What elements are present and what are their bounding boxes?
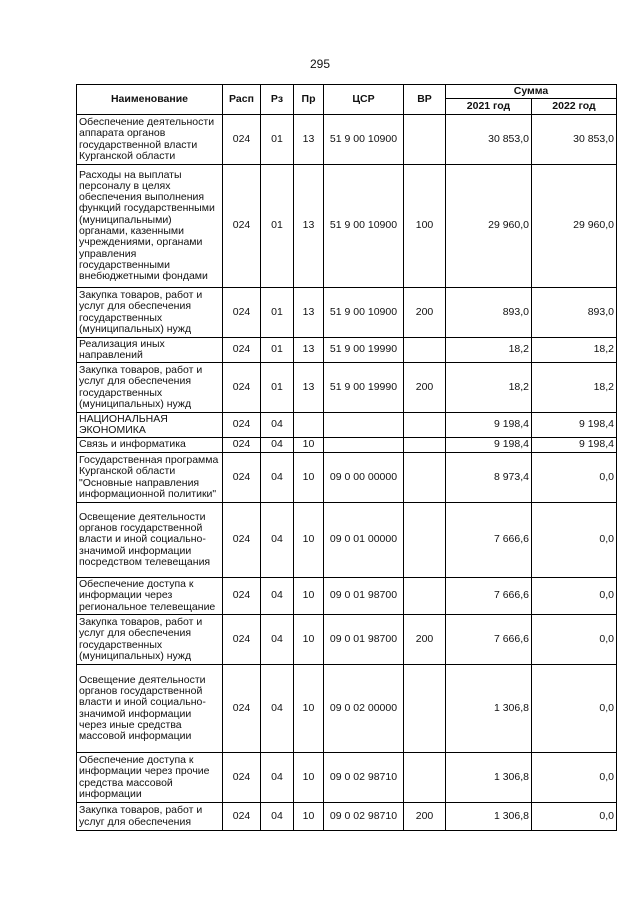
cell-name: Обеспечение деятельности аппарата органов государственной власти Курганской области [77, 115, 223, 165]
cell-rz: 01 [261, 363, 294, 413]
cell-csr: 09 0 02 00000 [324, 665, 404, 753]
page-number: 295 [309, 57, 331, 71]
cell-2022: 0,0 [532, 453, 617, 503]
cell-csr: 09 0 02 98710 [324, 803, 404, 831]
cell-2021: 1 306,8 [446, 665, 532, 753]
cell-pr [294, 413, 324, 438]
cell-vr: 200 [404, 615, 446, 665]
cell-vr [404, 578, 446, 615]
cell-2022: 30 853,0 [532, 115, 617, 165]
cell-2021: 30 853,0 [446, 115, 532, 165]
cell-vr [404, 453, 446, 503]
header-pr: Пр [294, 85, 324, 115]
cell-csr: 09 0 01 98700 [324, 578, 404, 615]
cell-name: Связь и информатика [77, 438, 223, 453]
cell-2021: 18,2 [446, 363, 532, 413]
table-body [77, 115, 617, 831]
cell-rasp: 024 [223, 413, 261, 438]
cell-rasp: 024 [223, 363, 261, 413]
cell-2021: 1 306,8 [446, 803, 532, 831]
cell-pr: 10 [294, 803, 324, 831]
cell-2022: 0,0 [532, 615, 617, 665]
table-row [77, 165, 617, 288]
cell-rz: 04 [261, 753, 294, 803]
cell-pr: 10 [294, 503, 324, 578]
cell-name: Закупка товаров, работ и услуг для обеспечения государственных (муниципальных) нужд [77, 615, 223, 665]
cell-csr: 51 9 00 10900 [324, 165, 404, 288]
cell-vr: 200 [404, 803, 446, 831]
header-sum: Сумма [446, 85, 617, 99]
cell-pr: 10 [294, 578, 324, 615]
cell-2022: 0,0 [532, 803, 617, 831]
cell-csr: 09 0 02 98710 [324, 753, 404, 803]
cell-csr: 09 0 00 00000 [324, 453, 404, 503]
cell-name: Закупка товаров, работ и услуг для обеспечения государственных (муниципальных) нужд [77, 363, 223, 413]
cell-name: Обеспечение доступа к информации через прочие средства массовой информации [77, 753, 223, 803]
cell-rasp: 024 [223, 578, 261, 615]
table-row [77, 753, 617, 803]
cell-rz: 04 [261, 665, 294, 753]
cell-rasp: 024 [223, 165, 261, 288]
cell-2021: 7 666,6 [446, 503, 532, 578]
cell-rz: 01 [261, 115, 294, 165]
cell-rasp: 024 [223, 665, 261, 753]
cell-vr [404, 413, 446, 438]
cell-2022: 18,2 [532, 338, 617, 363]
cell-rz: 01 [261, 288, 294, 338]
cell-2022: 893,0 [532, 288, 617, 338]
table-row [77, 615, 617, 665]
table-row [77, 363, 617, 413]
table-row [77, 438, 617, 453]
cell-name: Закупка товаров, работ и услуг для обеспечения [77, 803, 223, 831]
cell-name: Государственная программа Курганской области "Основные направления информационной политики" [77, 453, 223, 503]
cell-2021: 7 666,6 [446, 578, 532, 615]
cell-name: НАЦИОНАЛЬНАЯ ЭКОНОМИКА [77, 413, 223, 438]
cell-2021: 893,0 [446, 288, 532, 338]
cell-vr [404, 438, 446, 453]
cell-2021: 8 973,4 [446, 453, 532, 503]
cell-rasp: 024 [223, 453, 261, 503]
table-row [77, 453, 617, 503]
cell-rz: 04 [261, 503, 294, 578]
cell-2021: 29 960,0 [446, 165, 532, 288]
cell-pr: 13 [294, 363, 324, 413]
table-header [77, 85, 617, 115]
cell-2022: 9 198,4 [532, 438, 617, 453]
cell-vr [404, 753, 446, 803]
cell-rasp: 024 [223, 615, 261, 665]
cell-name: Обеспечение доступа к информации через региональное телевещание [77, 578, 223, 615]
table-row [77, 803, 617, 831]
cell-2022: 18,2 [532, 363, 617, 413]
cell-csr [324, 438, 404, 453]
cell-pr: 10 [294, 453, 324, 503]
cell-2022: 0,0 [532, 503, 617, 578]
cell-rasp: 024 [223, 438, 261, 453]
cell-vr: 100 [404, 165, 446, 288]
cell-rz: 01 [261, 338, 294, 363]
cell-2021: 7 666,6 [446, 615, 532, 665]
table-row [77, 115, 617, 165]
cell-rz: 04 [261, 453, 294, 503]
cell-rasp: 024 [223, 338, 261, 363]
header-name: Наименование [77, 85, 223, 115]
cell-pr: 13 [294, 165, 324, 288]
cell-pr: 13 [294, 288, 324, 338]
cell-name: Закупка товаров, работ и услуг для обеспечения государственных (муниципальных) нужд [77, 288, 223, 338]
cell-csr: 51 9 00 19990 [324, 338, 404, 363]
cell-csr: 51 9 00 10900 [324, 115, 404, 165]
cell-rasp: 024 [223, 803, 261, 831]
cell-vr [404, 503, 446, 578]
cell-rz: 04 [261, 803, 294, 831]
cell-csr: 51 9 00 19990 [324, 363, 404, 413]
cell-csr [324, 413, 404, 438]
cell-rz: 04 [261, 413, 294, 438]
cell-csr: 09 0 01 00000 [324, 503, 404, 578]
cell-rz: 01 [261, 165, 294, 288]
cell-rasp: 024 [223, 503, 261, 578]
cell-rasp: 024 [223, 115, 261, 165]
cell-rasp: 024 [223, 753, 261, 803]
cell-name: Освещение деятельности органов государственной власти и иной социально-значимой информации через иные средства массовой информации [77, 665, 223, 753]
cell-vr: 200 [404, 363, 446, 413]
cell-pr: 10 [294, 753, 324, 803]
cell-csr: 51 9 00 10900 [324, 288, 404, 338]
table-row [77, 338, 617, 363]
cell-2021: 1 306,8 [446, 753, 532, 803]
table-row [77, 413, 617, 438]
header-year-2021: 2021 год [446, 99, 532, 115]
cell-pr: 13 [294, 338, 324, 363]
cell-rz: 04 [261, 615, 294, 665]
cell-rz: 04 [261, 578, 294, 615]
budget-table [76, 84, 617, 831]
cell-name: Реализация иных направлений [77, 338, 223, 363]
cell-vr: 200 [404, 288, 446, 338]
cell-vr [404, 115, 446, 165]
cell-vr [404, 665, 446, 753]
cell-2022: 0,0 [532, 578, 617, 615]
table-row [77, 665, 617, 753]
cell-name: Расходы на выплаты персоналу в целях обеспечения выполнения функций государственными (муниципальными) органами, казенными учреждениями, органами управления государственными внебюджетными фондами [77, 165, 223, 288]
cell-pr: 13 [294, 115, 324, 165]
cell-rz: 04 [261, 438, 294, 453]
cell-vr [404, 338, 446, 363]
header-year-2022: 2022 год [532, 99, 617, 115]
cell-2021: 18,2 [446, 338, 532, 363]
header-vr: ВР [404, 85, 446, 115]
cell-pr: 10 [294, 438, 324, 453]
header-rasp: Расп [223, 85, 261, 115]
table-row [77, 503, 617, 578]
cell-name: Освещение деятельности органов государственной власти и иной социально-значимой информации посредством телевещания [77, 503, 223, 578]
cell-2022: 29 960,0 [532, 165, 617, 288]
cell-rasp: 024 [223, 288, 261, 338]
table-row [77, 288, 617, 338]
cell-2021: 9 198,4 [446, 413, 532, 438]
cell-csr: 09 0 01 98700 [324, 615, 404, 665]
cell-2021: 9 198,4 [446, 438, 532, 453]
cell-pr: 10 [294, 615, 324, 665]
cell-2022: 0,0 [532, 665, 617, 753]
header-csr: ЦСР [324, 85, 404, 115]
cell-pr: 10 [294, 665, 324, 753]
cell-2022: 0,0 [532, 753, 617, 803]
cell-2022: 9 198,4 [532, 413, 617, 438]
table-row [77, 578, 617, 615]
header-rz: Рз [261, 85, 294, 115]
